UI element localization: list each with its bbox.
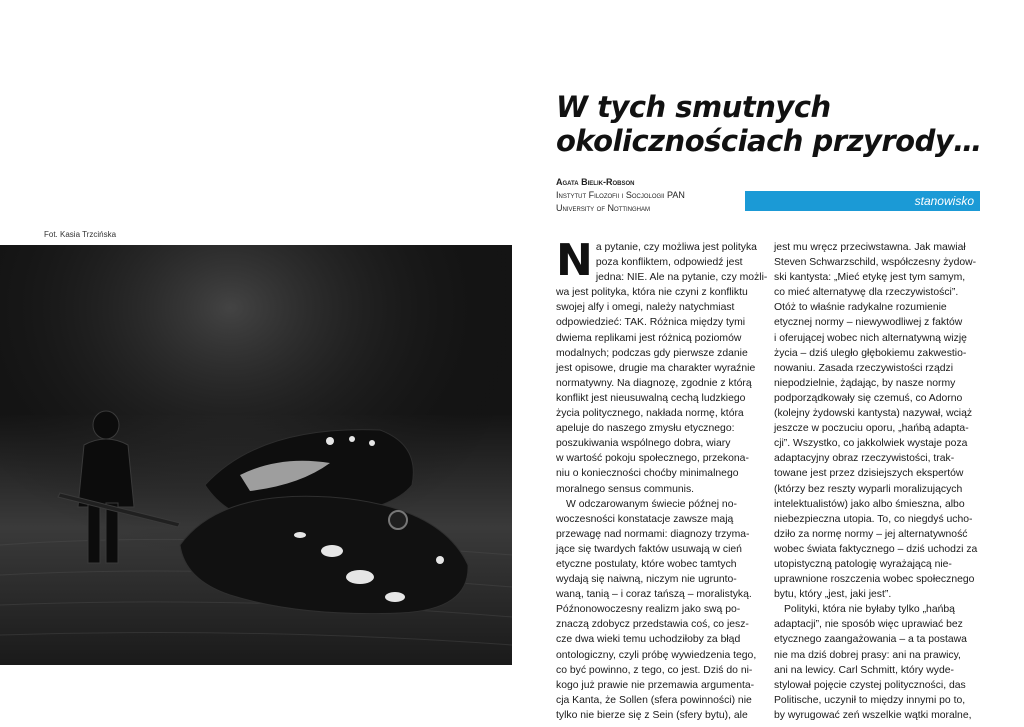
text-line: Późnonowoczesny realizm jako swą po- (556, 604, 741, 616)
article-photo (0, 245, 512, 665)
text-line: adaptacji”, nie sposób więc uprawiać bez (774, 619, 963, 631)
text-line: etycznego zaangażowania – a ta postawa (774, 634, 967, 646)
text-line: i oferującej wobec nich alternatywną wizję (774, 332, 967, 344)
text-line: przewagę nad normami: diagnozy trzyma- (556, 528, 750, 540)
text-line: odpowiedzieć: TAK. Różnica między tymi (556, 317, 746, 329)
text-line: etyczne postulaty, które wobec tamtych (556, 558, 737, 570)
text-line: dwiema replikami jest różnicą poziomów (556, 332, 742, 344)
text-line: stylował pojęcie czystej polityczności, das (774, 679, 966, 691)
text-line: a pytanie, czy możliwa jest polityka (595, 242, 757, 253)
text-line: jące się twardych faktów usuwają w cień (556, 543, 742, 555)
text-line: wa jest polityka, która nie czyni z konfliktu (556, 287, 748, 299)
text-line: normatywny. Na diagnozę, zgodnie z którą (556, 377, 752, 389)
text-line: ski kantysta: „Mieć etykę jest tym samym, (774, 272, 966, 284)
text-line: utopistyczną patologię wyrażającą nie- (774, 558, 952, 570)
photo-credit: Fot. Kasia Trzcińska (44, 230, 117, 239)
text-line: tylko nie bierze się z Sein (sfery bytu), ale (556, 709, 748, 721)
byline (556, 176, 756, 215)
photo-illustration (0, 245, 512, 665)
text-line: apeluje do naszego zmysłu etycznego: (556, 423, 735, 435)
text-line: ontologiczny, czyli próbę wywiedzenia tego, (556, 649, 757, 661)
text-line: etycznej normy – niewywodliwej z faktów (774, 317, 963, 329)
text-line: życia politycznego, nakłada normę, która (556, 408, 744, 420)
text-line: w wartość pokoju społecznego, przekona- (556, 453, 749, 465)
text-line: adaptacyjny obraz rzeczywistości, trak- (774, 453, 955, 465)
text-line: niepodzielnie, żądając, by nasze normy (774, 377, 956, 389)
text-line: towane jest przez dzisiejszych ekspertów (774, 468, 964, 480)
text-line: cji”. Wszystko, co jakkolwiek wystaje poza (774, 438, 968, 450)
text-line: moralnego sensus communis. (556, 483, 695, 495)
article-column-1 (556, 235, 768, 723)
text-line: by wyrugować zeń wszelkie wątki moralne, (774, 709, 972, 721)
text-line: wobec świata faktycznego – dziś uchodzi za (774, 543, 978, 555)
text-line: podporządkowały się czemuś, co Adorno (774, 392, 963, 404)
text-line: (kolejny żydowski kantysta) nazywał, wciąż (774, 408, 973, 420)
text-line: niebezpieczna utopia. To, co niegdyś ucho- (774, 513, 973, 525)
text-line: jest opisowe, drugie ma charakter wyraźnie (556, 362, 756, 374)
text-line: intelektualistów) jako albo śmieszna, albo (774, 498, 965, 510)
text-line: życia – dziś uległo głębokiemu zakwestio- (774, 347, 967, 359)
text-line: swojej alfy i omegi, należy natychmiast (556, 302, 735, 314)
text-line: co być powinno, z tego, co jest. Dziś do ni- (556, 664, 753, 676)
text-line: kogo już prawie nie przemawia argumenta- (556, 679, 755, 691)
dropcap: N (556, 235, 593, 286)
affiliation: Instytut Filozofii i Socjologii PAN (556, 190, 685, 200)
text-line: modalnych; podczas gdy pierwsze zdanie (556, 347, 748, 359)
text-line: jeszcze w poczuciu oporu, „hańbą adapta- (774, 423, 969, 435)
author-name: Agata Bielik-Robson (556, 177, 635, 187)
affiliation: University of Nottingham (556, 203, 651, 213)
title-line: W tych smutnych (556, 90, 831, 124)
article-column-2 (774, 240, 980, 723)
text-line: jest mu wręcz przeciwstawna. Jak mawiał (774, 242, 966, 253)
text-line: cze dwa wieki temu uchodziłoby za błąd (556, 634, 741, 646)
text-line: bytu, który „jest, jaki jest”. (774, 589, 892, 601)
text-line: ani na lewicy. Carl Schmitt, który wyde- (774, 664, 954, 676)
text-line: W odczarowanym świecie późnej no- (566, 498, 737, 510)
text-line: wydają się naiwną, niczym nie ugrunto- (556, 574, 737, 586)
text-line: konflikt jest nieusuwalną cechą ludzkiego (556, 392, 746, 404)
text-line: nie ma dziś dobrej prasy: ani na prawicy, (774, 649, 961, 661)
text-line: cja Kanta, że Sollen (sfera powinności) nie (556, 694, 752, 706)
text-line: Politische, uczynił to między innymi po to, (774, 694, 966, 706)
text-line: waną, tanią – i coraz tańszą – moralistyką. (556, 589, 752, 601)
text-line: znaczą zdobycz przedstawia coś, co jesz- (556, 619, 749, 631)
text-line: Otóż to właśnie radykalne rozumienie (774, 302, 947, 314)
text-line: Polityki, która nie byłaby tylko „hańbą (784, 604, 955, 616)
text-line: dziło za normę normy – jej alternatywność (774, 528, 968, 540)
text-line: Steven Schwarzschild, współczesny żydow- (774, 257, 977, 269)
text-line: uprawnione roszczenia wobec społecznego (774, 574, 975, 586)
text-line: woczesności konstatacje zawsze mają (556, 513, 734, 525)
section-tag: stanowisko (745, 191, 980, 211)
text-line: poszukiwania wspólnego dobra, wiary (556, 438, 731, 450)
article-title (556, 90, 996, 158)
title-line: okolicznościach przyrody… (556, 124, 982, 158)
text-line: (którzy bez reszty wyparli moralizujących (774, 483, 963, 495)
text-line: nowaniu. Zasada rzeczywistości rządzi (774, 362, 954, 374)
text-line: niu o konieczności choćby minimalnego (556, 468, 739, 480)
text-line: co mieć alternatywę dla rzeczywistości”. (774, 287, 959, 299)
text-line: poza konfliktem, odpowiedź jest (595, 257, 743, 269)
text-line: jedna: NIE. Ale na pytanie, czy możli- (595, 272, 768, 284)
